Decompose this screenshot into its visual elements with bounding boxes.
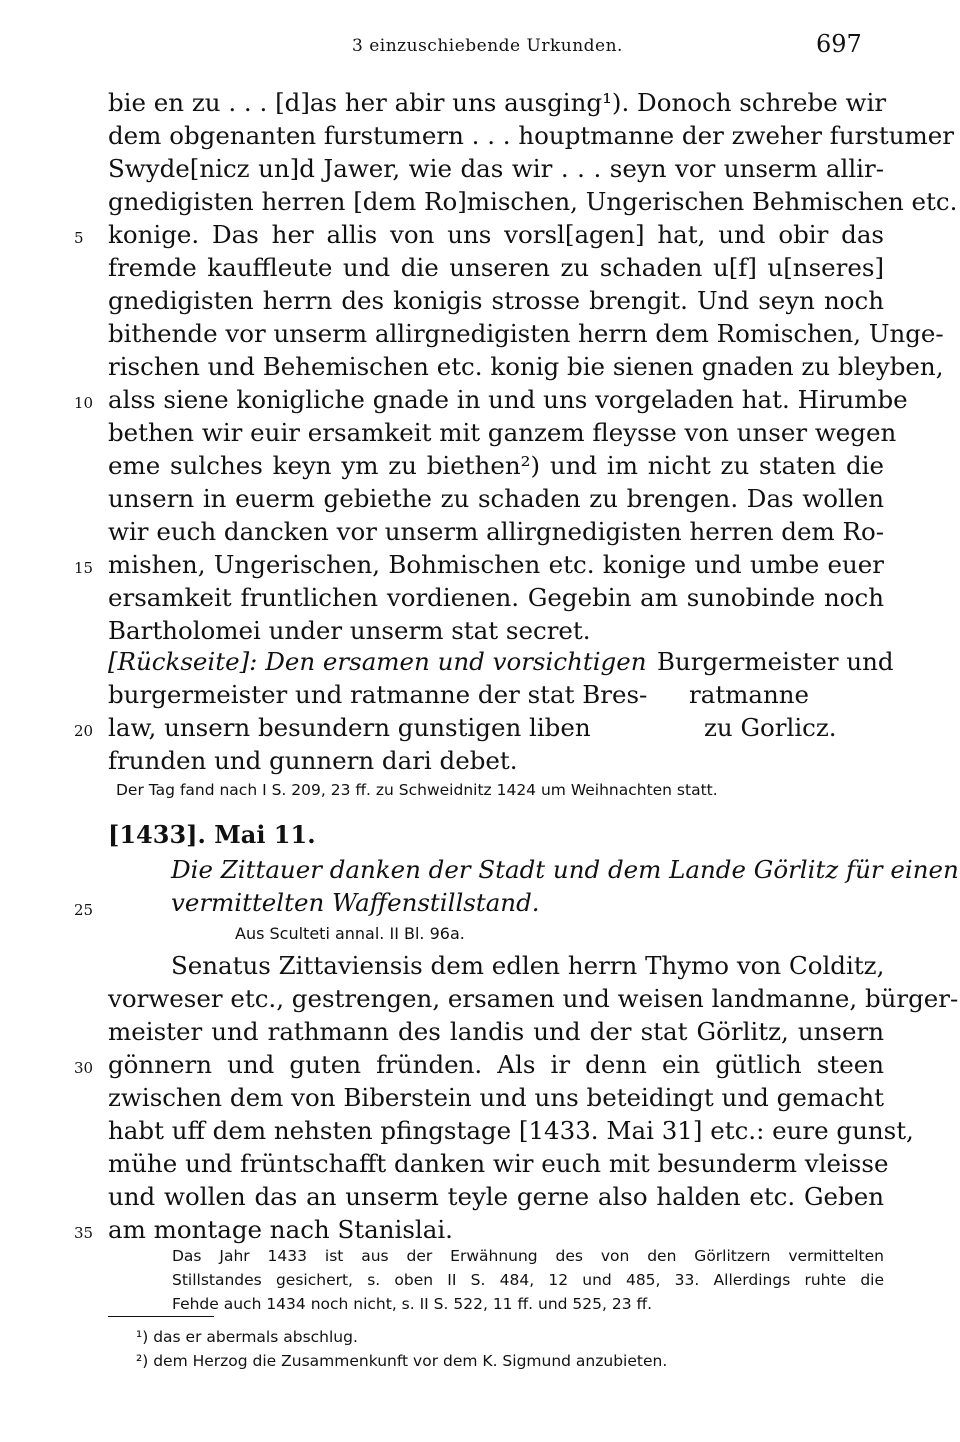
- text-line: Senatus Zittaviensis dem edlen herrn Thymo von Colditz,: [171, 951, 885, 980]
- text-line: gnedigisten herrn des konigis strosse brengit. Und seyn noch: [108, 286, 884, 315]
- text-line: mishen, Ungerischen, Bohmischen etc. konige und umbe euer: [108, 550, 884, 579]
- text-line: gnedigisten herren [dem Ro]mischen, Ungerischen Behmischen etc.: [108, 187, 958, 216]
- line-number: 15: [74, 559, 94, 577]
- text-line: mühe und früntschafft danken wir euch mit besunderm vleisse: [108, 1149, 889, 1178]
- line-number: 25: [74, 901, 94, 919]
- text-line: alss siene konigliche gnade in und uns vorgeladen hat. Hirumbe: [108, 385, 908, 414]
- source-note: Aus Sculteti annal. II Bl. 96a.: [235, 924, 465, 943]
- page-number: 697: [816, 30, 862, 58]
- note-line: Stillstandes gesichert, s. oben II S. 484, 12 und 485, 33. Allerdings ruhte die: [172, 1271, 884, 1289]
- editorial-note: Der Tag fand nach I S. 209, 23 ff. zu Schweidnitz 1424 um Weihnachten statt.: [116, 781, 718, 799]
- text-line: meister und rathmann des landis und der stat Görlitz, unsern: [108, 1017, 884, 1046]
- text-line: dem obgenanten furstumern . . . houptmanne der zweher furstumer: [108, 121, 954, 150]
- text-line: und wollen das an unserm teyle gerne also halden etc. Geben: [108, 1182, 884, 1211]
- note-line: Das Jahr 1433 ist aus der Erwähnung des von den Görlitzern vermittelten: [172, 1247, 884, 1265]
- line-number: 35: [74, 1224, 94, 1242]
- summary-line: Die Zittauer danken der Stadt und dem Lande Görlitz für einen: [171, 855, 959, 884]
- recipient-line: Burgermeister und: [657, 647, 894, 676]
- address-line: law, unsern besundern gunstigen liben: [108, 713, 591, 742]
- text-line: vorweser etc., gestrengen, ersamen und weisen landmanne, bürger-: [108, 984, 959, 1013]
- text-line: konige. Das her allis von uns vorsl[agen] hat, und obir das: [108, 220, 884, 249]
- line-number: 20: [74, 722, 94, 740]
- line-number: 30: [74, 1059, 94, 1077]
- text-line: rischen und Behemischen etc. konig bie sienen gnaden zu bleyben,: [108, 352, 944, 381]
- footnote: ¹) das er abermals abschlug.: [136, 1328, 358, 1346]
- recipient-line: ratmanne: [689, 680, 810, 709]
- text-line: Swyde[nicz un]d Jawer, wie das wir . . . seyn vor unserm allir-: [108, 154, 884, 183]
- text-line: habt uff dem nehsten pfingstage [1433. Mai 31] etc.: eure gunst,: [108, 1116, 914, 1145]
- note-line: Fehde auch 1434 noch nicht, s. II S. 522, 11 ff. und 525, 23 ff.: [172, 1295, 653, 1313]
- line-number: 5: [74, 229, 84, 247]
- text-line: bithende vor unserm allirgnedigisten herrn dem Romischen, Unge-: [108, 319, 944, 348]
- text-line: am montage nach Stanislai.: [108, 1215, 453, 1244]
- text-line: unsern in euerm gebiethe zu schaden zu brengen. Das wollen: [108, 484, 884, 513]
- text-line: bethen wir euir ersamkeit mit ganzem fleysse von unser wegen: [108, 418, 897, 447]
- text-line: ersamkeit fruntlichen vordienen. Gegebin am sunobinde noch: [108, 583, 884, 612]
- recipient-line: zu Gorlicz.: [704, 713, 837, 742]
- text-line: bie en zu . . . [d]as her abir uns ausging¹). Donoch schrebe wir: [108, 88, 887, 117]
- address-line: frunden und gunnern dari debet.: [108, 746, 518, 775]
- text-line: fremde kauffleute und die unseren zu schaden u[f] u[nseres]: [108, 253, 884, 282]
- footnote-rule: [108, 1316, 214, 1317]
- text-line: gönnern und guten fründen. Als ir denn ein gütlich steen: [108, 1050, 884, 1079]
- address-line: burgermeister und ratmanne der stat Bres-: [108, 680, 648, 709]
- line-number: 10: [74, 394, 94, 412]
- text-line: zwischen dem von Biberstein und uns beteidingt und gemacht: [108, 1083, 884, 1112]
- footnote: ²) dem Herzog die Zusammenkunft vor dem K. Sigmund anzubieten.: [136, 1352, 668, 1370]
- entry-date: [1433]. Mai 11.: [108, 820, 316, 849]
- summary-line: vermittelten Waffenstillstand.: [171, 888, 540, 917]
- running-title: 3 einzuschiebende Urkunden.: [352, 36, 623, 56]
- text-line: wir euch dancken vor unserm allirgnedigisten herren dem Ro-: [108, 517, 884, 546]
- address-line: [108, 645, 647, 678]
- text-line: Bartholomei under unserm stat secret.: [108, 616, 591, 645]
- address-line-text: [Rückseite]: Den ersamen und vorsichtigen: [108, 647, 647, 676]
- text-line: eme sulches keyn ym zu biethen²) und im nicht zu staten die: [108, 451, 884, 480]
